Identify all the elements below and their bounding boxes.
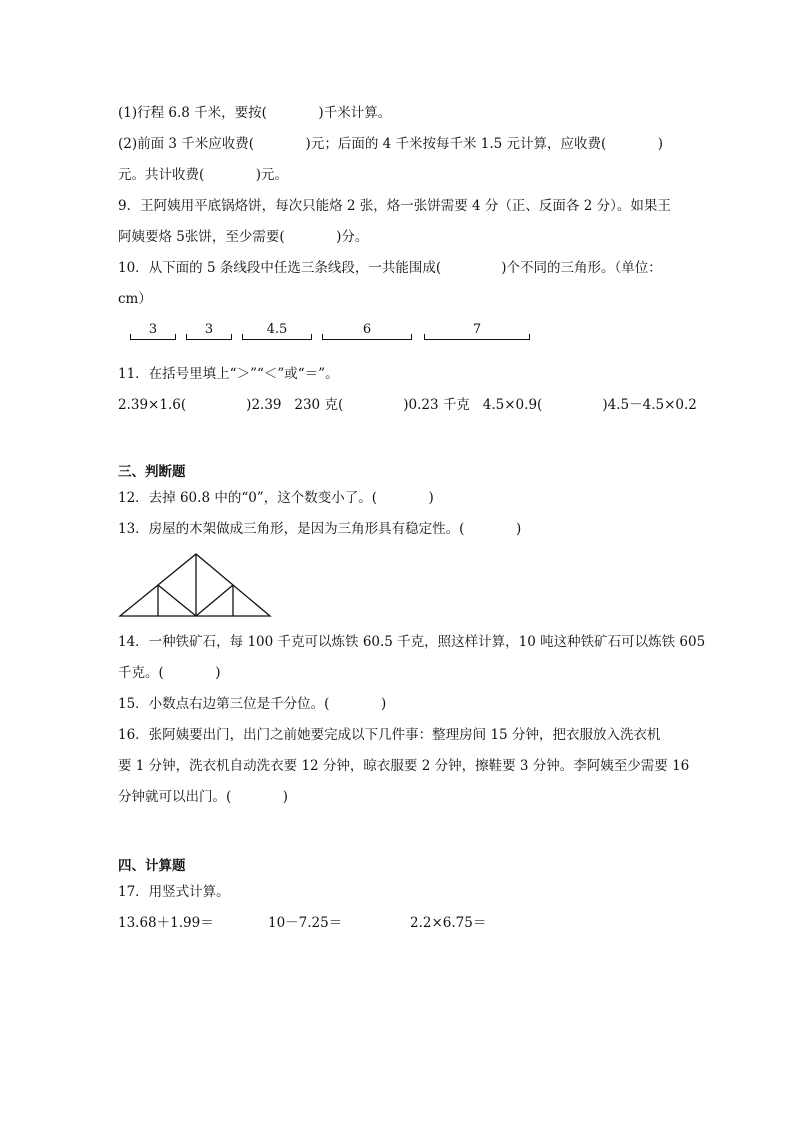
q10-line1: 10．从下面的 5 条线段中任选三条线段，一共能围成( )个不同的三角形。（单位： bbox=[118, 260, 662, 276]
segment-4-label: 6 bbox=[362, 322, 372, 337]
q17-calc-c: 2.2×6.75＝ bbox=[410, 915, 487, 931]
q16-line3: 分钟就可以出门。( ) bbox=[118, 789, 289, 805]
q17-prompt: 17．用竖式计算。 bbox=[118, 884, 230, 900]
segment-2-label: 3 bbox=[204, 322, 214, 337]
segment-5 bbox=[424, 322, 530, 342]
q11-prompt: 11．在括号里填上“＞”“＜”或“＝”。 bbox=[118, 366, 339, 382]
line-segments bbox=[118, 322, 548, 346]
q8-part2: (2)前面 3 千米应收费( )元；后面的 4 千米按每千米 1.5 元计算，应收费( ) bbox=[118, 136, 664, 152]
q8-part1: (1)行程 6.8 千米，要按( )千米计算。 bbox=[118, 105, 392, 121]
q11-items: 2.39×1.6( )2.39 230 克( )0.23 千克 4.5×0.9( )4.5－4.5×0.2 bbox=[118, 397, 697, 413]
q9-line2: 阿姨要烙 5张饼，至少需要( )分。 bbox=[118, 229, 369, 245]
segment-4 bbox=[322, 322, 412, 342]
segment-1-label: 3 bbox=[148, 322, 158, 337]
q14-line2: 千克。( ) bbox=[118, 665, 221, 681]
segment-3 bbox=[242, 322, 312, 342]
q17-calc-b: 10－7.25＝ bbox=[268, 915, 343, 931]
q9-line1: 9．王阿姨用平底锅烙饼，每次只能烙 2 张，烙一张饼需要 4 分（正、反面各 2 分）。如果王 bbox=[118, 198, 671, 214]
q17-calc-a: 13.68＋1.99＝ bbox=[118, 915, 214, 931]
q13: 13．房屋的木架做成三角形，是因为三角形具有稳定性。( ) bbox=[118, 521, 522, 537]
roof-truss-figure bbox=[118, 550, 272, 620]
segment-2 bbox=[186, 322, 232, 342]
q14-line1: 14．一种铁矿石，每 100 千克可以炼铁 60.5 千克，照这样计算，10 吨这种铁矿石可以炼铁 605 bbox=[118, 634, 706, 650]
q15: 15．小数点右边第三位是千分位。( ) bbox=[118, 696, 387, 712]
q16-line1: 16．张阿姨要出门，出门之前她要完成以下几件事：整理房间 15 分钟，把衣服放入洗衣机 bbox=[118, 727, 661, 743]
section-calc-heading: 四、计算题 bbox=[118, 858, 186, 874]
q10-line2: cm） bbox=[118, 291, 152, 307]
section-judgement-heading: 三、判断题 bbox=[118, 464, 186, 480]
q16-line2: 要 1 分钟，洗衣机自动洗衣要 12 分钟，晾衣服要 2 分钟，擦鞋要 3 分钟。李阿姨至少需要 16 bbox=[118, 758, 690, 774]
segment-1 bbox=[130, 322, 176, 342]
q8-part2-cont: 元。共计收费( )元。 bbox=[118, 167, 289, 183]
q12: 12．去掉 60.8 中的“0”，这个数变小了。( ) bbox=[118, 490, 434, 506]
segment-5-label: 7 bbox=[472, 322, 482, 337]
segment-3-label: 4.5 bbox=[266, 322, 288, 337]
